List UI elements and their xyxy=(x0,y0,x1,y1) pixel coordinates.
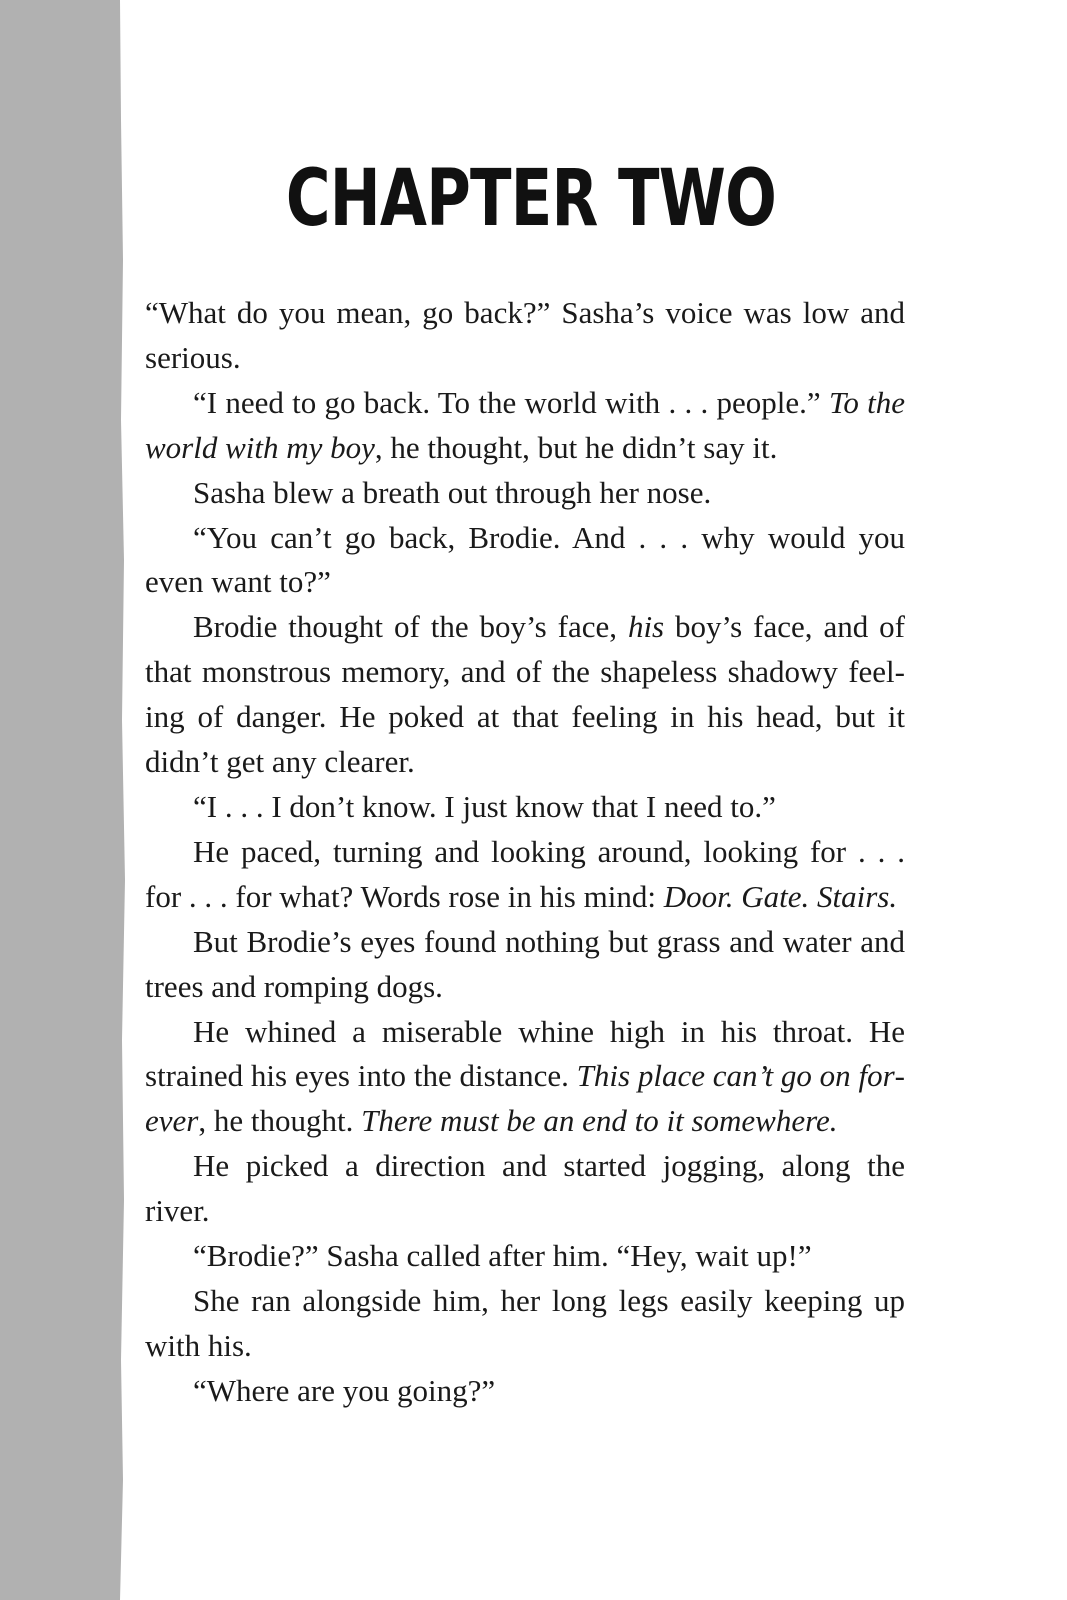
text-run: , he thought. xyxy=(198,1103,362,1139)
paragraph-12 xyxy=(145,1279,905,1369)
text-run: He whined a miserable whine high in his throat. He strained his eyes into the distance. xyxy=(145,1013,905,1094)
text-run: , he thought, but he didn’t say it. xyxy=(374,429,778,465)
paragraph-5 xyxy=(145,605,905,785)
text-run: But Brodie’s eyes found nothing but grass and water and trees and romping dogs. xyxy=(145,923,905,1004)
text-run: “I need to go back. To the world with . . . people.” xyxy=(193,384,829,420)
body-text xyxy=(145,291,905,1414)
text-run: She ran alongside him, her long legs easily keeping up with his. xyxy=(145,1282,905,1363)
page-edge-strip xyxy=(0,0,130,1600)
text-run: “You can’t go back, Brodie. And . . . why would you even want to?” xyxy=(145,519,905,600)
text-run: Brodie thought of the boy’s face, xyxy=(193,609,628,645)
paragraph-7 xyxy=(145,830,905,920)
italic-text: This place can’t go on forever xyxy=(145,1058,905,1139)
italic-text: Door. Gate. Stairs. xyxy=(663,878,898,914)
paragraph-8 xyxy=(145,920,905,1010)
paragraph-10 xyxy=(145,1144,905,1234)
text-run: “I . . . I don’t know. I just know that I need to.” xyxy=(193,788,776,824)
text-run: He picked a direction and started jogging, along the river. xyxy=(145,1148,905,1229)
text-run: He paced, turning and looking around, looking for . . . for . . . for what? Words rose in his mind: xyxy=(145,833,905,914)
paragraph-6 xyxy=(145,785,905,830)
text-run: “Where are you going?” xyxy=(193,1372,496,1408)
paragraph-13 xyxy=(145,1369,905,1414)
italic-text: To the world with my boy xyxy=(145,384,905,465)
paragraph-11 xyxy=(145,1234,905,1279)
italic-text: There must be an end to it somewhere. xyxy=(361,1103,838,1139)
italic-text: his xyxy=(627,609,665,645)
paragraph-2 xyxy=(145,381,905,471)
text-run: Sasha blew a breath out through her nose. xyxy=(193,474,712,510)
text-run: “What do you mean, go back?” Sasha’s voice was low and serious. xyxy=(145,295,905,375)
paragraph-9 xyxy=(145,1010,905,1145)
paragraph-3 xyxy=(145,471,905,516)
chapter-title: CHAPTER TWO xyxy=(285,154,777,244)
text-run: “Brodie?” Sasha called after him. “Hey, wait up!” xyxy=(193,1238,812,1274)
paragraph-1 xyxy=(145,291,905,381)
paragraph-4 xyxy=(145,516,905,606)
text-run: boy’s face, and of that monstrous memory, and of the shapeless shadowy feeling of danger. He poked at that feeling in his head, but it didn’t get any clearer. xyxy=(145,609,905,780)
